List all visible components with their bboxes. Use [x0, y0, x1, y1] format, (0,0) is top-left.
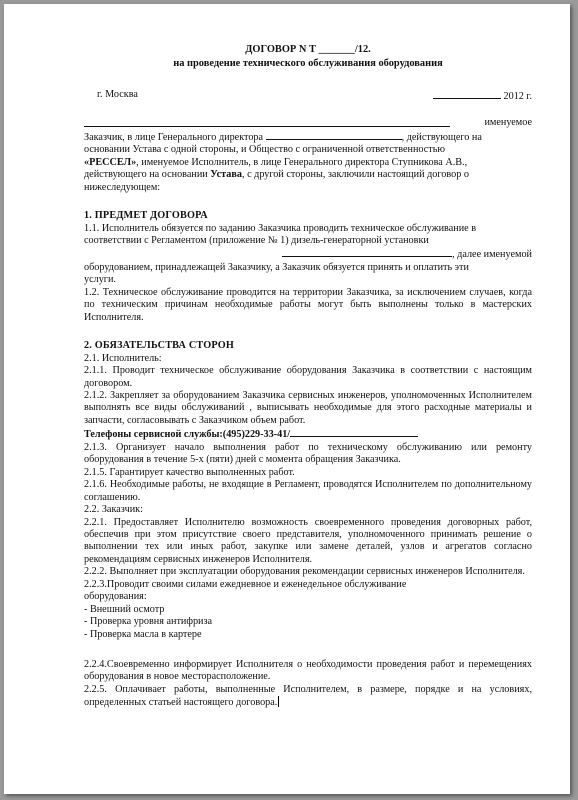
document-page — [4, 4, 570, 794]
clause-1-2: 1.2. Техническое обслуживание проводится на территории Заказчика, за исключением случаев, когда по техническим причинам необходимые работы могут быть выполнены только в мастерских Исполнителя. — [84, 286, 532, 323]
parties-line-2 — [84, 130, 532, 144]
contract-subtitle: на проведение технического обслуживания оборудования — [173, 58, 443, 70]
clause-1-1: 1.1. Исполнитель обязуется по заданию Заказчика проводить техническое обслуживание в — [84, 222, 477, 234]
clause-2-2-3-cont: оборудования: — [84, 591, 147, 603]
clause-1-1-cont2: оборудованием, принадлежащей Заказчику, а Заказчик обязуется принять и оплатить эти — [84, 261, 469, 273]
bullet-visual-inspection: - Внешний осмотр — [84, 603, 165, 615]
text: Заказчик, в лице Генерального директора — [84, 131, 264, 143]
text: действующего на основании — [84, 169, 211, 181]
parties-line-3: основании Устава с одной стороны, и Общество с ограниченной ответственностью — [84, 144, 445, 156]
company-name: «РЕССЕЛ» — [84, 156, 137, 168]
city: г. Москва — [97, 88, 138, 100]
clause-1-1-blank-line — [84, 247, 532, 261]
text-cursor[interactable] — [278, 696, 279, 707]
equipment-blank — [282, 247, 452, 257]
clause-2-1: 2.1. Исполнитель: — [84, 352, 162, 364]
contract-title: ДОГОВОР N Т _______/12. — [245, 44, 371, 55]
section-2-heading: 2. ОБЯЗАТЕЛЬСТВА СТОРОН — [84, 340, 234, 352]
section-1-heading: 1. ПРЕДМЕТ ДОГОВОРА — [84, 210, 208, 222]
clause-1-1-end: услуги. — [84, 274, 116, 286]
parties-line-4 — [84, 157, 532, 169]
clause-2-1-2: 2.1.2. Закрепляет за оборудованием Заказчика сервисных инженеров, уполномоченных Исполнителем выполнять все виды обслуживаний , выписывать необходимые для этого расходные материалы и запчасти, согласовывать с Заказчиком объем работ. — [84, 389, 532, 426]
service-phone-line — [84, 427, 532, 441]
clause-2-2-3: 2.2.3.Проводит своими силами ежедневное и еженедельное обслуживание — [84, 578, 407, 590]
phone-blank — [290, 427, 418, 437]
clause-2-2: 2.2. Заказчик: — [84, 504, 143, 516]
text: , далее именуемой — [452, 249, 532, 261]
parties-line-5 — [84, 169, 532, 181]
clause-2-1-5: 2.1.5. Гарантирует качество выполненных работ. — [84, 466, 295, 478]
director-blank — [266, 130, 402, 140]
text: , с другой стороны, заключили настоящий договор о — [241, 169, 469, 181]
parties-line-1 — [84, 117, 532, 129]
year: 2012 г. — [503, 90, 532, 102]
clause-2-1-3: 2.1.3. Организует начало выполнения работ по техническому обслуживанию или ремонту оборудования в течение 5-х (пяти) дней с момента обращения Заказчика. — [84, 441, 532, 466]
clause-2-2-4: 2.2.4.Своевременно информирует Исполнителя о необходимости проведения работ и перемещениях оборудования в новое месторасположение. — [84, 659, 532, 683]
blank-line — [84, 641, 532, 659]
bullet-antifreeze: - Проверка уровня антифриза — [84, 616, 213, 628]
clause-1-1-cont: соответствии с Регламентом (приложение № 1) дизель-генераторной установки — [84, 234, 429, 246]
bullet-oil: - Проверка масла в картере — [84, 628, 202, 640]
parties-line-6: нижеследующем: — [84, 181, 161, 193]
date — [433, 89, 532, 103]
clause-2-2-2: 2.2.2. Выполняет при эксплуатации оборудования рекомендации сервисных инженеров Исполнителя. — [84, 566, 525, 578]
city-date-row — [84, 89, 532, 103]
clause-2-1-1: 2.1.1. Проводит техническое обслуживание оборудования Заказчика в соответствии с настоящим договором. — [84, 365, 532, 389]
service-phone: Телефоны сервисной службы:(495)229-33-41/ — [84, 429, 291, 441]
clause-2-2-1: 2.2.1. Предоставляет Исполнителю возможность своевременного проведения договорных работ, обеспечив при этом присутствие своего представителя, уполномоченного принимать решение о выполнении тех или иных работ, закупке или замене деталей, узлов и агрегатов согласно рекомендациям сервисных инженеров Исполнителя. — [84, 516, 532, 565]
named-text: именуемое — [484, 117, 532, 129]
text: , именуемое Исполнитель, в лице Генерального директора Ступникова А.В., — [136, 156, 468, 168]
date-blank — [433, 89, 501, 99]
text: , действующего на — [401, 131, 482, 143]
customer-name-blank — [84, 117, 450, 127]
document-body — [84, 44, 532, 710]
clause-2-1-6: 2.1.6. Необходимые работы, не входящие в Регламент, проводятся Исполнителем по дополнительному соглашению. — [84, 479, 532, 503]
clause-2-2-5-wrap — [84, 684, 532, 710]
ustav-text: Устава — [210, 169, 242, 181]
parties-paragraph — [84, 117, 532, 194]
clause-2-2-5: 2.2.5. Оплачивает работы, выполненные Исполнителем, в размере, порядке и на условиях, определенных статьей настоящего договора. — [84, 683, 532, 709]
